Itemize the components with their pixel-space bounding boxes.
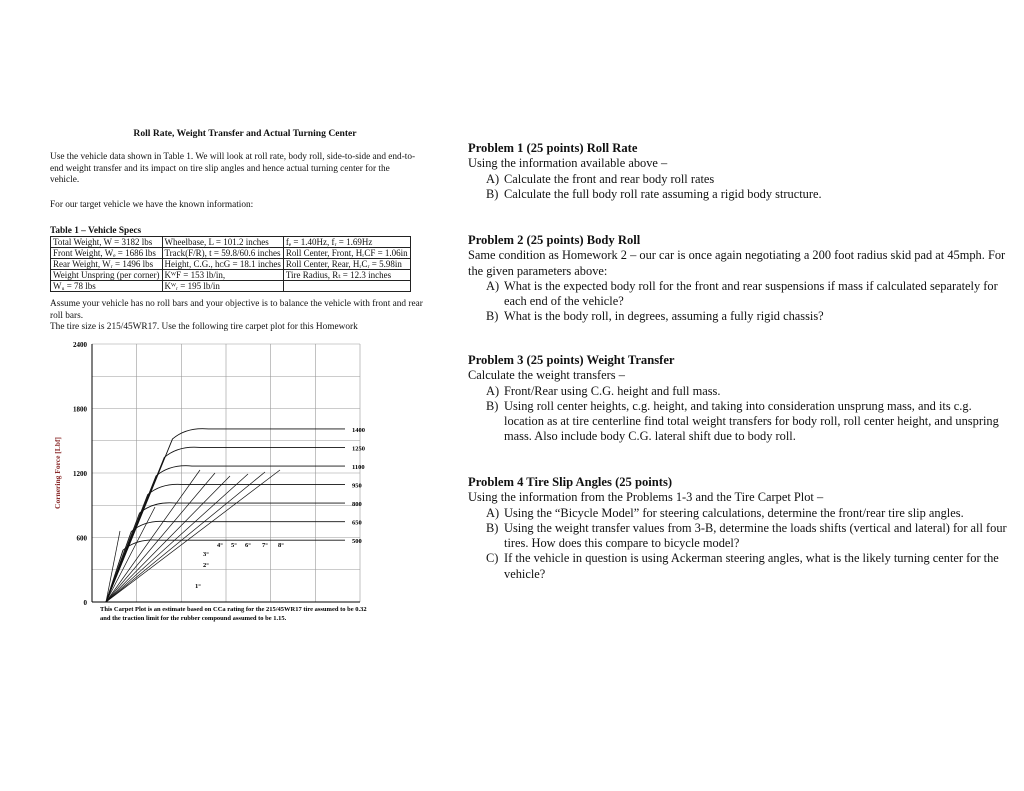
problem-item [468, 172, 1008, 187]
load-curve-500 [106, 540, 345, 602]
slip-angle-label: 1° [195, 583, 201, 590]
slip-angle-label: 2° [203, 562, 209, 569]
item-text: Calculate the full body roll rate assuming a rigid body structure. [504, 186, 822, 201]
item-label: C) [486, 551, 499, 566]
item-text: Using roll center heights, c.g. height, and taking into consideration unsprung mass, and its c.g. location as at tire centerline find total weight transfers for body roll, roll center height, and unspring mass. Also include body C.G. lateral shift due to body roll. [504, 398, 999, 444]
item-label: B) [486, 520, 499, 535]
problem-3-text: Calculate the weight transfers – [468, 368, 625, 383]
slip-angle-line [106, 474, 248, 602]
problem-4-text: Using the information from the Problems 1-3 and the Tire Carpet Plot – [468, 490, 824, 505]
table-cell: Height, C.G., hᴄG = 18.1 inches [162, 259, 283, 270]
table-cell: Roll Center, Rear, HᵣCᵣ = 5.98in [283, 259, 410, 270]
table-cell: Rear Weight, Wᵣ = 1496 lbs [51, 259, 163, 270]
item-label: B) [486, 398, 499, 413]
problem-4-title: Problem 4 Tire Slip Angles (25 points) [468, 475, 673, 489]
table-cell: Weight Unspring (per corner) [51, 270, 163, 281]
table-cell: Total Weight, W = 3182 lbs [51, 237, 163, 248]
known-info-line: For our target vehicle we have the known information: [50, 200, 254, 210]
y-tick-label: 2400 [73, 341, 87, 349]
item-label: B) [486, 186, 499, 201]
table-row [51, 270, 411, 281]
problem-2-title: Problem 2 (25 points) Body Roll [468, 233, 641, 247]
load-label: 1250 [352, 445, 365, 453]
table-cell: Kᵂᵣ = 195 lb/in [162, 281, 283, 292]
assumption-paragraph: Assume your vehicle has no roll bars and your objective is to balance the vehicle with front and rear roll bars. [50, 299, 423, 321]
problem-item [468, 187, 1008, 202]
table-cell: KᵂF = 153 lb/in, [162, 270, 283, 281]
problem-item [468, 384, 1008, 399]
slip-angle-label: 8° [278, 542, 284, 549]
item-label: A) [486, 505, 500, 520]
problem-item [468, 399, 1008, 445]
plot-note-line-1: This Carpet Plot is an estimate based on CCa rating for the 215/45WR17 tire assumed to be 0.32 [100, 606, 367, 613]
y-tick-label: 1200 [73, 470, 87, 478]
table-cell: Roll Center, Front, HᵣCF = 1.06in [283, 248, 410, 259]
table-cell: fₑ = 1.40Hz, fᵣ = 1.69Hz [283, 237, 410, 248]
problem-1 [468, 141, 1008, 202]
problem-1-text: Using the information available above – [468, 156, 668, 171]
item-label: A) [486, 278, 500, 293]
load-label: 800 [352, 501, 362, 509]
item-text: What is the expected body roll for the front and rear suspensions if mass if calculated separately for each end of the vehicle? [504, 278, 998, 309]
load-label: 1100 [352, 464, 365, 472]
item-text: Using the “Bicycle Model” for steering calculations, determine the front/rear tire slip angles. [504, 505, 964, 520]
y-tick-label: 0 [83, 599, 87, 607]
problem-3-title: Problem 3 (25 points) Weight Transfer [468, 353, 675, 367]
table-cell: Wᵤ = 78 lbs [51, 281, 163, 292]
table-caption: Table 1 – Vehicle Specs [50, 226, 142, 236]
load-label: 500 [352, 538, 362, 546]
slip-angle-label: 3° [203, 551, 209, 558]
slip-angle-line [106, 472, 265, 602]
intro-paragraph: Use the vehicle data shown in Table 1. We will look at roll rate, body roll, side-to-side and end-to-end weight transfer and its impact on tire slip angles and hence actual turning center for the vehicle. [50, 152, 416, 185]
load-curve-1100 [106, 466, 345, 602]
problem-item [468, 506, 1008, 521]
vehicle-specs-table [50, 236, 411, 292]
load-curve-1400 [106, 429, 345, 602]
load-curve-800 [106, 503, 345, 602]
table-row [51, 237, 411, 248]
problem-3 [468, 353, 1008, 445]
problem-item [468, 309, 1008, 324]
table-cell [283, 281, 410, 292]
table-cell: Tire Radius, Rₜ = 12.3 inches [283, 270, 410, 281]
problem-1-title: Problem 1 (25 points) Roll Rate [468, 141, 638, 155]
problem-2 [468, 233, 1008, 325]
y-tick-label: 1800 [73, 405, 87, 414]
item-label: A) [486, 171, 500, 186]
slip-angle-line [106, 507, 155, 602]
table-row [51, 259, 411, 270]
load-label: 1400 [352, 426, 365, 434]
load-curve-950 [106, 484, 345, 602]
table-row [51, 248, 411, 259]
tire-carpet-plot [40, 334, 410, 634]
table-cell: Track(F/R), t = 59.8/60.6 inches [162, 248, 283, 259]
item-label: A) [486, 383, 500, 398]
item-text: Front/Rear using C.G. height and full mass. [504, 383, 721, 398]
problem-2-text: Same condition as Homework 2 – our car is once again negotiating a 200 foot radius skid pad at 45mph. For the given parameters above: [468, 248, 1006, 278]
y-tick-label: 600 [76, 534, 87, 543]
problem-item [468, 551, 1008, 582]
table-cell: Wheelbase, L = 101.2 inches [162, 237, 283, 248]
load-label: 950 [352, 482, 362, 490]
slip-angle-label: 4° [217, 542, 223, 549]
slip-angle-label: 5° [231, 542, 237, 549]
y-axis-label: Cornering Force [Lbf] [53, 437, 62, 509]
plot-note-line-2: and the traction limit for the rubber compound assumed to be 1.15. [100, 615, 287, 622]
problem-4 [468, 475, 1008, 582]
slip-angle-label: 6° [245, 542, 251, 549]
slip-angle-line [106, 476, 230, 602]
table-row [51, 281, 411, 292]
slip-angle-label: 7° [262, 542, 268, 549]
item-text: What is the body roll, in degrees, assuming a fully rigid chassis? [504, 309, 824, 324]
problem-item [468, 521, 1008, 552]
document-title: Roll Rate, Weight Transfer and Actual Turning Center [133, 128, 357, 139]
item-text: Calculate the front and rear body roll rates [504, 171, 715, 186]
problem-item [468, 279, 1008, 310]
tire-size-line: The tire size is 215/45WR17. Use the following tire carpet plot for this Homework [50, 322, 358, 332]
item-text: If the vehicle in question is using Ackerman steering angles, what is the likely turning center for the vehicle? [504, 551, 999, 581]
item-label: B) [486, 309, 499, 324]
slip-angle-line [106, 470, 200, 602]
table-cell: Front Weight, Wₑ = 1686 lbs [51, 248, 163, 259]
load-label: 650 [352, 519, 362, 527]
load-curve-650 [106, 521, 345, 602]
item-text: Using the weight transfer values from 3-B, determine the loads shifts (vertical and lateral) for all four tires. How does this compare to bicycle model? [504, 520, 1007, 551]
